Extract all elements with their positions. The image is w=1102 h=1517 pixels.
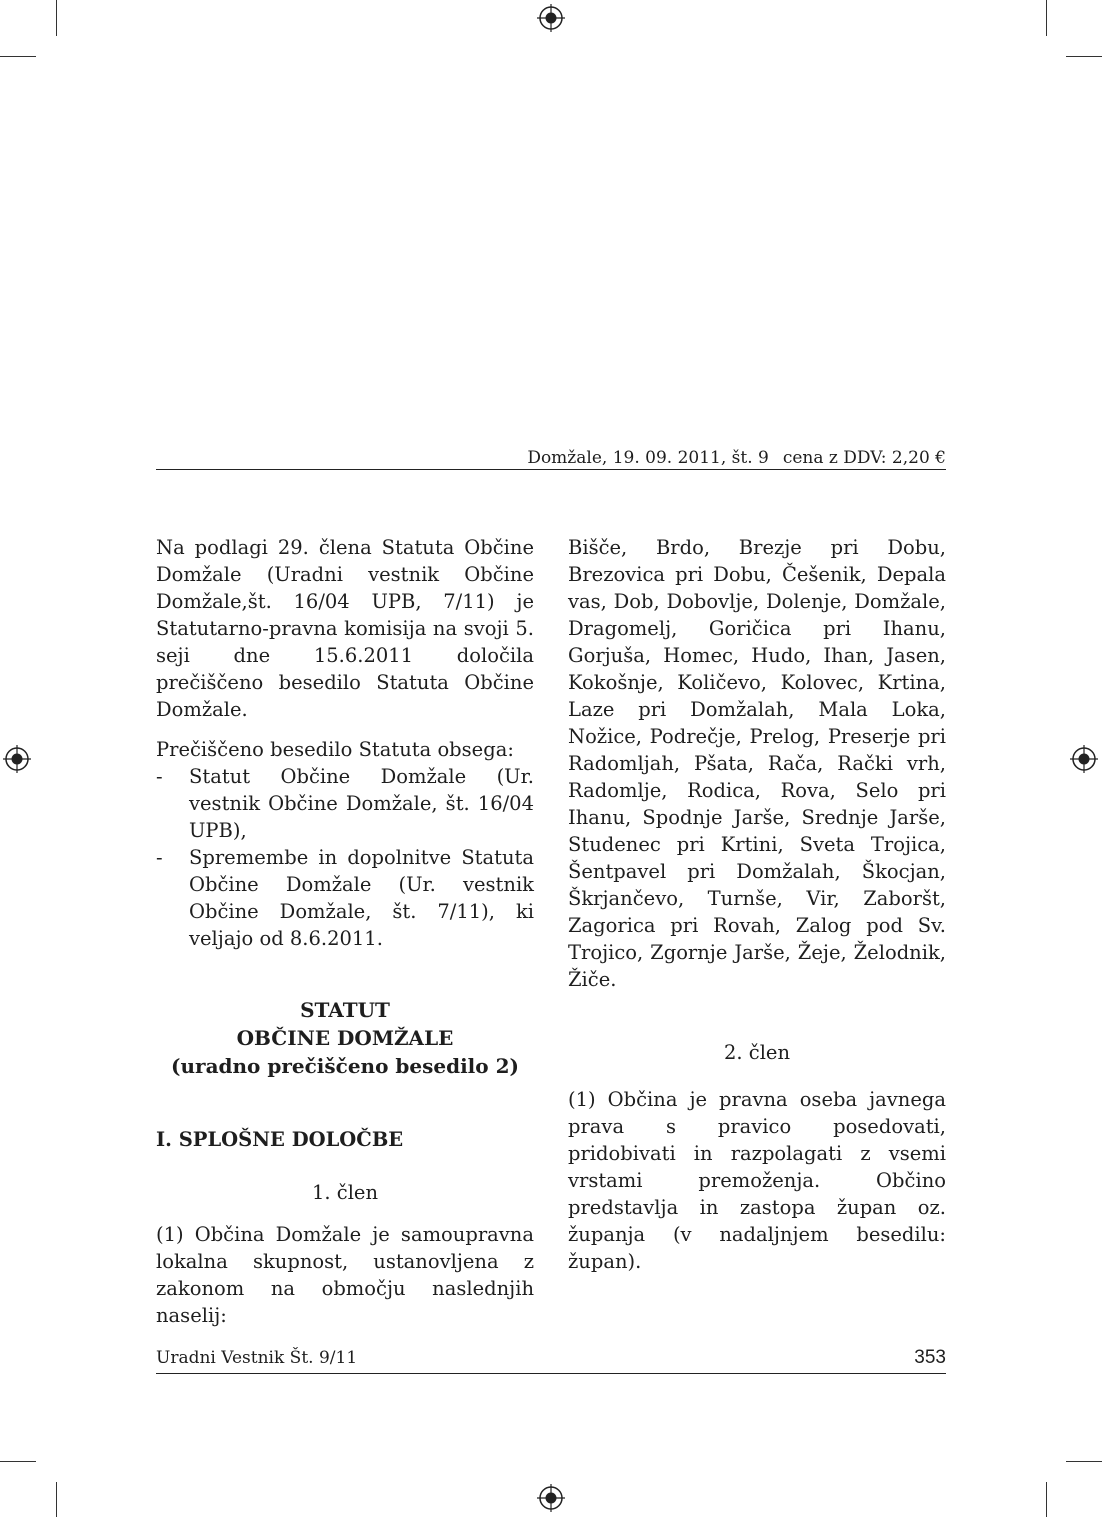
title-line: STATUT [300,998,390,1022]
scope-label: Prečiščeno besedilo Statuta obsega: [156,738,514,761]
crop-mark [0,1461,36,1462]
header-place-date: Domžale, 19. 09. 2011, št. 9 [527,448,769,468]
settlements-paragraph: Bišče, Brdo, Brezje pri Dobu, Brezovica pri Dobu, Češenik, Depala vas, Dob, Dobovlje, Dolenje, Domžale, Dragomelj, Goričica pri Ihanu, Gorjuša, Homec, Hudo, Ihan, Jasen, Kokošnje, Količevo, Kolovec, Krtina, Laze pri Domžalah, Mala Loka, Nožice, Podrečje, Prelog, Preserje pri Radomljah, Pšata, Rača, Rački vrh, Radomlje, Rodica, Rova, Selo pri Ihanu, Spodnje Jarše, Srednje Jarše, Studenec pri Krtini, Sveta Trojica, Šentpavel pri Domžalah, Škocjan, Škrjančevo, Turnše, Vir, Zaboršt, Zagorica pri Rovah, Zalog pod Sv. Trojico, Zgornje Jarše, Žeje, Želodnik, Žiče. [568,536,946,991]
header-price: cena z DDV: 2,20 € [782,448,946,468]
chapter-heading: I. SPLOŠNE DOLOČBE [156,1128,404,1151]
list-marker: - [156,846,163,869]
scope-list [156,763,534,952]
running-header [156,448,946,468]
title-line: OBČINE DOMŽALE [236,1026,454,1050]
footer-publication: Uradni Vestnik Št. 9/11 [156,1348,358,1368]
crop-mark [1066,56,1102,57]
document-title [156,996,534,1080]
article-heading: 2. člen [723,1041,791,1064]
page-footer [156,1346,946,1370]
article-paragraph: (1) Občina je pravna oseba javnega prava s pravico posedovati, pridobivati in razpolagati z vsemi vrstami premoženja. Občino predstavlja in zastopa župan oz. županja (v nadaljnjem besedilu: župan). [568,1088,946,1273]
crop-mark [56,1482,57,1517]
crop-mark [56,0,57,36]
title-line: (uradno prečiščeno besedilo 2) [171,1054,519,1078]
list-item [156,844,534,952]
article-heading: 1. člen [311,1181,379,1204]
list-item [156,763,534,844]
list-marker: - [156,765,163,788]
page-number: 353 [914,1347,946,1368]
list-item-text: Statut Občine Domžale (Ur. vestnik Občine Domžale, št. 16/04 UPB), [189,765,534,842]
header-rule [156,469,946,470]
registration-mark-icon [3,745,31,773]
footer-rule [156,1373,946,1374]
registration-mark-icon [537,1484,565,1512]
crop-mark [1046,1482,1047,1517]
registration-mark-icon [1070,745,1098,773]
article-paragraph: (1) Občina Domžale je samoupravna lokalna skupnost, ustanovljena z zakonom na območju naslednjih naselij: [156,1223,534,1327]
intro-paragraph: Na podlagi 29. člena Statuta Občine Domžale (Uradni vestnik Občine Domžale,št. 16/04 UPB, 7/11) je Statutarno-pravna komisija na svoji 5. seji dne 15.6.2011 določila prečiščeno besedilo Statuta Občine Domžale. [156,536,534,721]
left-column [156,534,534,1329]
registration-mark-icon [537,4,565,32]
right-column [568,534,946,1275]
list-item-text: Spremembe in dopolnitve Statuta Občine Domžale (Ur. vestnik Občine Domžale, št. 7/11), ki veljajo od 8.6.2011. [189,846,534,950]
crop-mark [0,56,36,57]
crop-mark [1066,1461,1102,1462]
crop-mark [1046,0,1047,36]
